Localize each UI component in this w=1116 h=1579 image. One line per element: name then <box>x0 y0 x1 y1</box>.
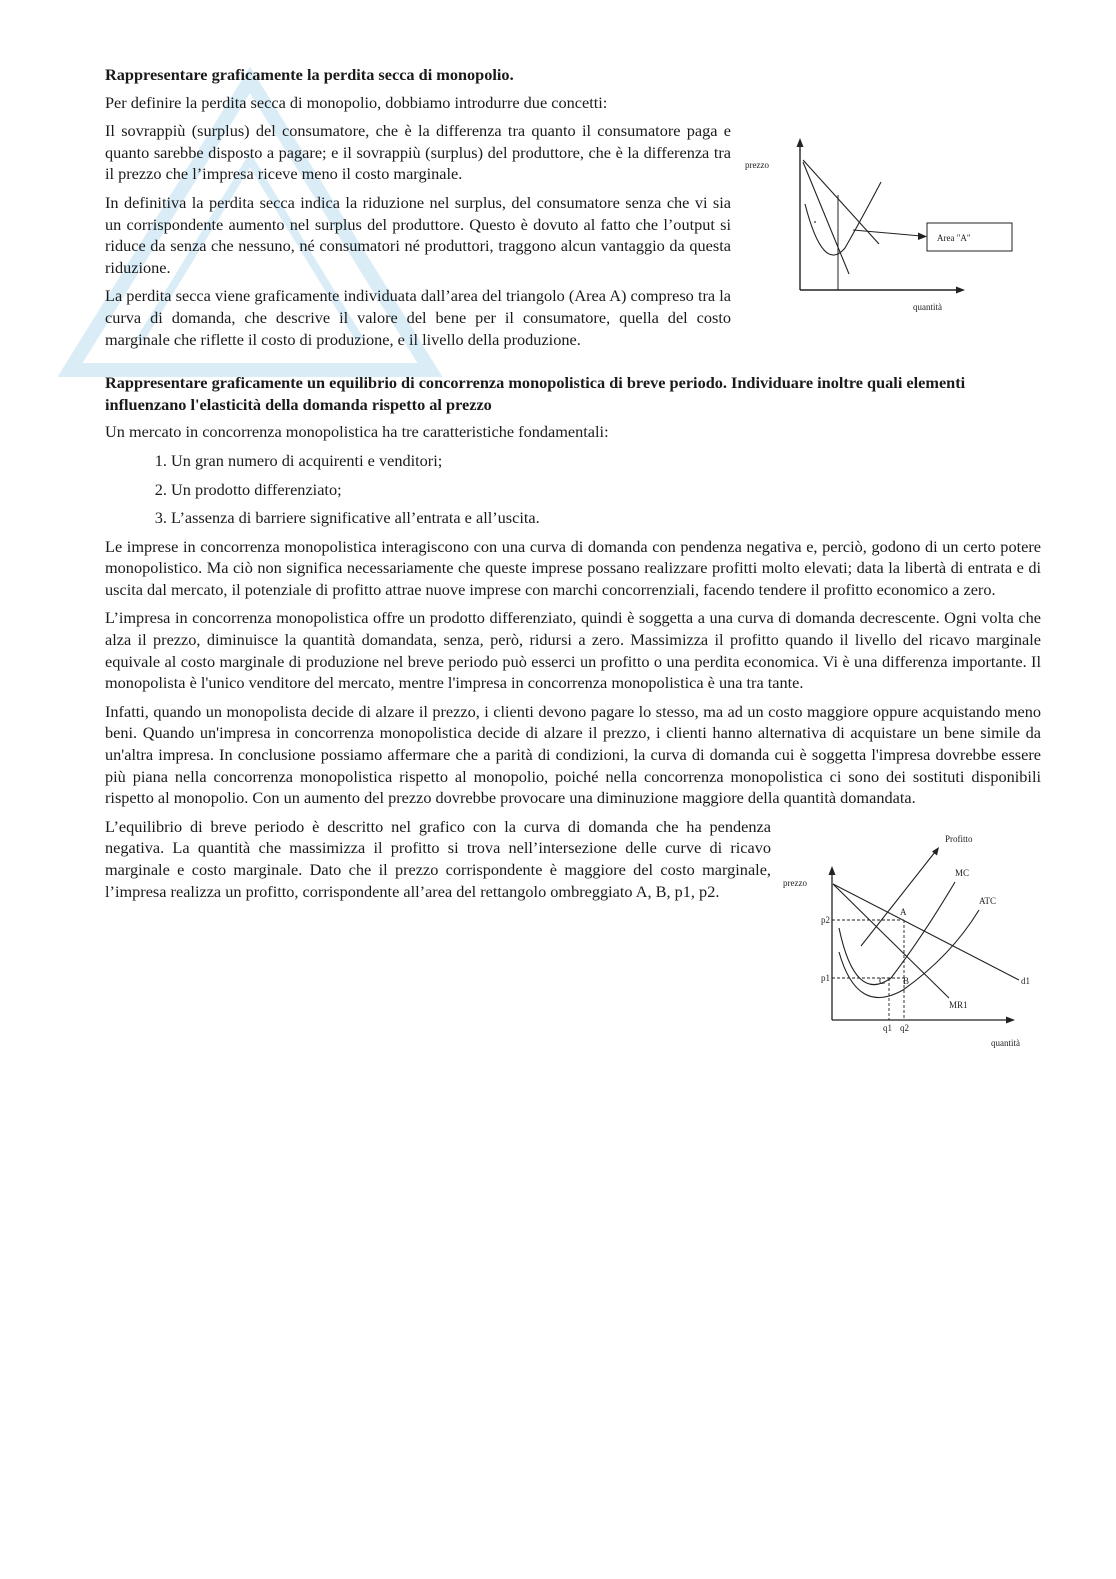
list-item: 3. L’assenza di barriere significative all’entrata e all’uscita. <box>171 507 1041 529</box>
fig1-pointer-arrow <box>918 233 927 241</box>
fig2-y-axis-label: prezzo <box>783 877 807 888</box>
fig1-x-axis-label: quantità <box>913 302 942 313</box>
section2-intro: Un mercato in concorrenza monopolistica ha tre caratteristiche fondamentali: <box>105 422 609 442</box>
fig2-p1-label: p1 <box>821 972 830 983</box>
section1-paragraph-2-text: Il sovrappiù (surplus) del consumatore, che è la differenza tra quanto il consumatore paga e quanto sarebbe disposto a pagare; e il sovrappiù (surplus) del produttore, che è la differenza tra il prezzo che l’impresa riceve meno il costo marginale. <box>105 121 731 184</box>
section1-paragraph-4: La perdita secca viene graficamente individuata dall’area del triangolo (Area A) compreso tra la curva di domanda, che descrive il valore del bene per il consumatore, quella del costo marginale che riflette il costo di produzione, e il livello della produzione. <box>105 286 731 349</box>
fig2-mc-label: MC <box>955 867 970 878</box>
fig2-mr-label: MR1 <box>949 999 968 1010</box>
fig1-marginal-revenue-curve <box>803 162 849 274</box>
section1-paragraph-3: In definitiva la perdita secca indica la riduzione nel surplus, del consumatore senza che vi sia un corrispondente aumento nel surplus del produttore. Questo è dovuto al fatto che l’output si riduce da senza che nessuno, né consumatori né produttori, traggono alcun vantaggio da questa riduzione. <box>105 192 731 277</box>
page-content <box>105 64 1041 1053</box>
section2-paragraph-2: L’impresa in concorrenza monopolistica offre un prodotto differenziato, quindi è soggetta a una curva di domanda decrescente. Ogni volta che alza il prezzo, diminuisce la quantità domandata, senza, però, ridursi a zero. Massimizza il profitto quando il livello del ricavo marginale equivale al costo marginale di produzione nel breve periodo può esserci un profitto o una perdita economica. Vi è una differenza importante. Il monopolista è l'unico venditore del mercato, mentre l'impresa in concorrenza monopolistica è una tra tante. <box>105 608 1041 693</box>
section2-paragraph-1: Le imprese in concorrenza monopolistica interagiscono con una curva di domanda con pendenza negativa e, perciò, godono di un certo potere monopolistico. Ma ciò non significa necessariamente che queste imprese possano realizzare profitti molto elevati; data la libertà di entrata e di uscita dal mercato, il potenziale di profitto attrae nuove imprese con marchi concorrenziali, facendo tendere il profitto economico a zero. <box>105 536 1041 599</box>
fig2-marginal-cost-curve <box>839 882 955 985</box>
fig2-profit-label: Profitto <box>945 833 973 844</box>
fig2-y-axis-arrow <box>829 866 836 875</box>
fig2-x-axis-label: quantità <box>991 1037 1020 1048</box>
characteristics-list <box>105 450 1041 529</box>
fig1-y-axis-arrow <box>797 138 804 147</box>
fig1-area-label: Area "A" <box>937 233 971 244</box>
fig2-point-a-label: A <box>900 906 907 917</box>
deadweight-loss-figure <box>745 128 1041 313</box>
fig2-x-axis-arrow <box>1006 1016 1015 1023</box>
fig1-dot <box>814 221 816 223</box>
fig2-p2-label: p2 <box>821 914 830 925</box>
list-item: 2. Un prodotto differenziato; <box>171 479 1041 501</box>
section2-paragraph-3 <box>105 701 1041 809</box>
list-item: 1. Un gran numero di acquirenti e venditori; <box>171 450 1041 472</box>
fig2-demand-label: d1 <box>1021 975 1030 986</box>
fig2-marginal-revenue-curve <box>833 884 949 998</box>
fig1-x-axis-arrow <box>956 287 965 294</box>
fig1-marginal-cost-curve <box>805 182 881 255</box>
fig2-q2-label: q2 <box>900 1022 909 1033</box>
fig2-q1-label: q1 <box>883 1022 892 1033</box>
section2 <box>105 372 1041 1048</box>
fig1-pointer-line <box>853 230 921 236</box>
section1-paragraph-1: Per definire la perdita secca di monopolio, dobbiamo introdurre due concetti: <box>105 92 608 112</box>
section1-title: Rappresentare graficamente la perdita secca di monopolio. <box>105 65 514 84</box>
section2-paragraph-4: L’equilibrio di breve periodo è descritto nel grafico con la curva di domanda che ha pendenza negativa. La quantità che massimizza il profitto si trova nell’intersezione delle curve di ricavo marginale e costo marginale. Dato che il prezzo corrispondente è maggiore del costo marginale, l’impresa realizza un profitto, corrispondente all’area del rettangolo ombreggiato A, B, p1, p2. <box>105 816 771 901</box>
fig2-point-b-label: B <box>903 975 910 986</box>
section2-title: Rappresentare graficamente un equilibrio di concorrenza monopolistica di breve periodo. Individuare inoltre quali elementi influenzano l'elasticità della domanda rispetto al prezzo <box>105 373 966 414</box>
section2-paragraph-3-text: Infatti, quando un monopolista decide di alzare il prezzo, i clienti devono pagare lo stesso, ma ad un costo maggiore oppure acquistando meno beni. Quando un'impresa in concorrenza monopolistica decide di alzare il prezzo, i clienti hanno alternativa di acquistare un bene simile da un'altra impresa. In conclusione possiamo affermare che a parità di condizioni, la curva di domanda cui è soggetta l'impresa dovrebbe essere più piana nella concorrenza monopolistica rispetto al monopolio, poiché nella concorrenza monopolistica ci sono dei sostituti disponibili rispetto al monopolio. Con un aumento del prezzo dovrebbe provocare una diminuzione maggiore della quantità domandata. <box>105 701 1041 808</box>
fig1-y-axis-label: prezzo <box>745 160 769 171</box>
fig2-atc-label: ATC <box>979 895 997 906</box>
monopolistic-competition-figure <box>783 824 1041 1049</box>
fig2-point-c-label: C <box>879 975 886 986</box>
